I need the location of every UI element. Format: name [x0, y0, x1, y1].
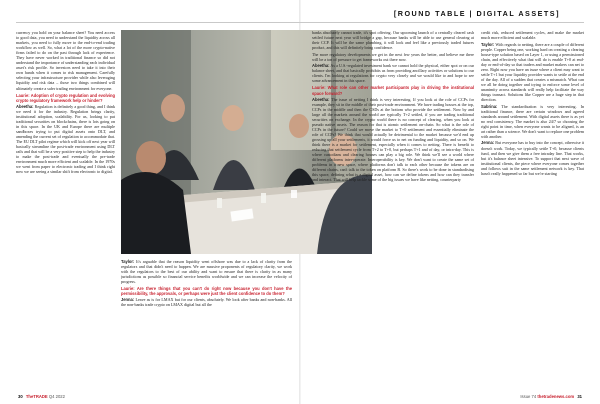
answer-paragraph: [312, 97, 474, 183]
paragraph: currency you hold on your balance sheet? You need access to good data, you need to understand the liquidity across all markets, you need to fully move to the end-to-end trading workflow as well. So, what a lot of the more crypto-native firms failed to do on the past through lack of experience. They have never worked in traditional finance so did not understand the importance of understanding each individual asset's risk profile. So investors need to take it into their own hands when it comes to risk management. Carefully selecting your infrastructure provider while also leveraging liquidity and risk data – those two things combined will ultimately create a safer trading environment for everyone.: [16, 30, 115, 91]
answer-paragraph: [312, 63, 474, 83]
answer-text: The standardisation is very interesting. In traditional finance, there are certain windows and agreed standards around settlement. With digital assets there is as yet no real consistency. The market is also 24/7 so choosing the right point in time, when everyone wants to be aligned, is an art rather than a science. We don't want to replace one problem with another.: [481, 103, 584, 139]
answer-paragraph: [481, 140, 584, 175]
speaker-name: Abeetha:: [312, 96, 330, 102]
footer-right: [520, 394, 584, 399]
speaker-name: Jenna:: [481, 140, 495, 146]
answer-paragraph: [481, 42, 584, 103]
answer-text: Regulation is definitely a good thing, and I think we need it for the industry. Regulation brings clarity, institutional adoption, scalability. For us, looking to put traditional securities on blockchains, there is lots going on in this space. In the UK and Europe there are multiple sandboxes trying to put digital assets onto DLT, and amending the current set of regulation to accommodate that. The EU DLT pilot regime which will kick off next year will basically streamline the post-trade environment using DLT rails and that will be a very positive step to help the industry to make the post-trade and eventually the pre-trade environment much more efficient and scalable. In the 1970s we went from paper to electronic trading and I think right now we are seeing a similar shift from electronic to digital.: [16, 103, 115, 175]
speaker-name: Taylor:: [481, 41, 495, 47]
speaker-name: Abeetha:: [16, 103, 34, 109]
speaker-name: Abeetha:: [312, 63, 330, 69]
paragraph: The more regulatory developments we get in the next few years the better, and believe me there will be a ton of pressure to get frameworks out there now.: [312, 51, 474, 62]
speaker-name: Jenna:: [121, 297, 135, 303]
question: Laurie: Adoption of crypto regulation and evolving crypto regulatory framework help or hinder?: [16, 92, 115, 103]
column-3: [312, 30, 474, 392]
answer-paragraph: [481, 104, 584, 139]
issue-label: Q4 2022: [48, 394, 65, 399]
answer-text: But everyone has to buy into the concept, otherwise it doesn't work. Today, we typically settle T+0, because clients fund, and then we give them a free intraday line. That works, but it's balance sheet intensive. To support that next wave of institutional clients, the piece where everyone comes together and follows suit in the same settlement network is key. That hasn't really happened so far but we're starting: [481, 140, 584, 176]
column-2: [121, 259, 292, 392]
section-header: [ROUND TABLE | DIGITAL ASSETS]: [393, 9, 560, 18]
issue-label: Issue 74: [520, 394, 537, 399]
page-number: 31: [577, 394, 582, 399]
speaker-name: Taylor:: [121, 259, 135, 264]
column-1: [16, 30, 115, 392]
answer-text: As a U.S.-regulated investment bank we cannot hold the physical, either spot or on our balance sheet, and that basically prohibits us from providing ancillary activities or solutions to our clients. I'm looking at regulations for crypto very closely and we would like to and hope to see some advancement in this space.: [312, 63, 474, 84]
question: Laurie: What role can other market participants play in driving the institutional space forward?: [312, 85, 474, 96]
answer-paragraph: [121, 297, 292, 307]
header-rule: [16, 22, 584, 23]
answer-text: It's arguable that the reason liquidity went offshore was due to a lack of clarity from the regulators and that didn't need to happen. We are massive proponents of regulatory clarity, we work with the regulators to the best of our ability and want to ensure that there is clarity in as many jurisdictions as possible so financial service benefits worldwide and we can increase the velocity of progress.: [121, 259, 292, 285]
paragraph: banks absolutely cannot trade, it's spot offering. Our upcoming launch of a centrally cleared cash settled future next year will bridge a gap, because banks will be able to use general clearing at their CCP. It will be the same plumbing, it will look and feel like a previously traded futures product, and this will definitely bring confidence.: [312, 30, 474, 51]
publication-name: TheTRADE: [25, 394, 48, 399]
speaker-name: Sabrina:: [481, 103, 498, 109]
answer-text: The issue of netting I think is very interesting. If you look at the role of CCPs for example, they sit in the middle of their post-trade environment. We have trading houses at the top, CCPs in the middle and then the CSDs at the bottom who provide the settlement. Now by and large all the markets around the world are typically T+2 settled, if you are trading traditional securities on exchange. In the crypto world there is no concept of clearing, when you look at pseudo native assets. The reason for that is atomic settlement on-chain. So what is the role of CCPs in the future? Could we move the market to T+0 settlement and essentially eliminate the role of CCPs? We think that would actually be detrimental to the market because we'd end up grossing up all your settlements, it would force us to net on funding and liquidity, and so on. We think there is a market for settlement, especially when it comes to netting. There is benefit to reducing that settlement cycle from T+2 to T+0, but perhaps T+1 and of day, or intra-day. This is where custodians and clearing houses can play a big role. We think we'll see a world where different platforms inter-operate. Interoperability is key. We don't want to create the same set of problems in a new space, where platforms don't talk to each other because the tokens are on different chains, can't talk to the token on platform B. So there's work to be done in standardising this space, defining what is a digital asset, how can we define tokens and how can they transfer and interact. That will help tackle some of the big issues we have like netting, counterparty: [312, 96, 474, 183]
column-4: [481, 30, 584, 392]
website: thetradenews.com: [537, 394, 575, 399]
question: Laurie: Are there things that you can't do right now because you don't have the permissibility, the approvals, or perhaps were just the client confidence to do them?: [121, 286, 292, 297]
answer-text: With regards to netting, there are a couple of different people. Copper being one, working hard on creating a clearing house-type solution based on Layer 1, or using a permissioned chain, and effectively what that will do is enable T+0 at end-day or end-of-day so that traders and market makers can net to zero. Right now you have an issue where a client may want to settle T+1 but your liquidity provider wants to settle at the end of the day. All of a sudden that creates a mismatch. What can we all be doing together and trying to enforce some level of unanimity across standards will really help facilitate the way things transact. Solutions like Copper are a huge step in that direction.: [481, 41, 584, 103]
answer-paragraph: [121, 259, 292, 284]
paragraph: credit risk, reduced settlement cycles, and make the market much more efficient and scalable.: [481, 30, 584, 41]
page-number: 30: [18, 394, 23, 399]
answer-paragraph: [16, 104, 115, 175]
footer-left: [16, 394, 65, 399]
answer-text: Leave as is for LMAX but for our clients, absolutely. We look after banks and non-banks. All the non-banks trade crypto on LMAX digital but all the: [121, 297, 292, 308]
